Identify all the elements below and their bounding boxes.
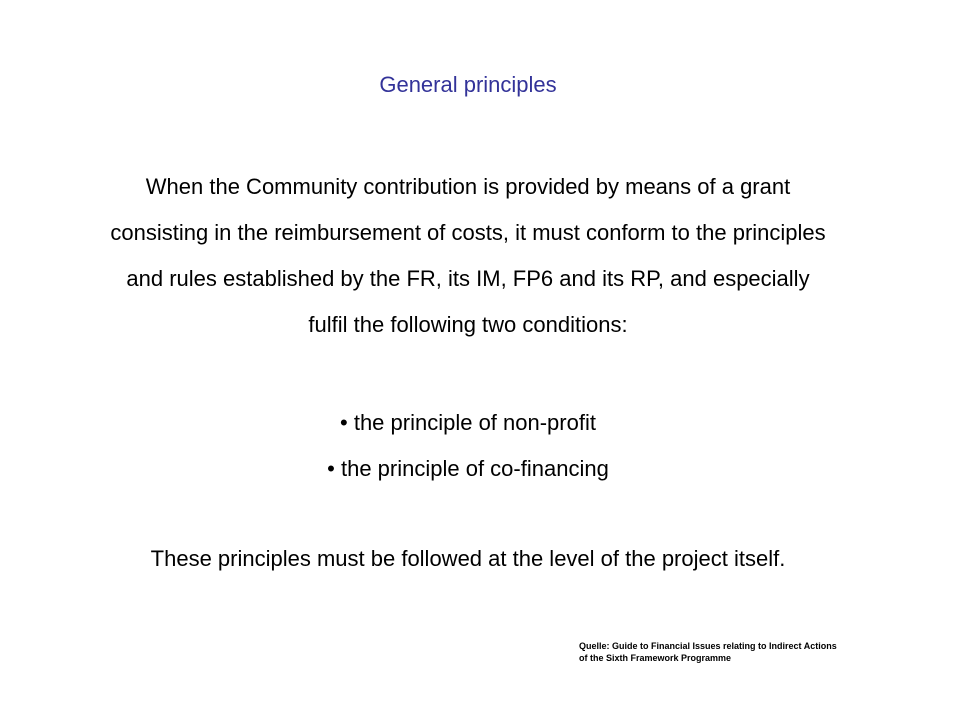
paragraph-line: When the Community contribution is provided by means of a grant (145, 174, 791, 199)
conclusion-text: These principles must be followed at the level of the project itself. (150, 546, 786, 571)
source-line: of the Sixth Framework Programme (579, 653, 732, 663)
paragraph-line: and rules established by the FR, its IM, FP6 and its RP, and especially (126, 266, 810, 291)
paragraph-line: consisting in the reimbursement of costs, it must conform to the principles (110, 220, 826, 245)
paragraph-line: fulfil the following two conditions: (308, 312, 628, 337)
slide-title: General principles (379, 72, 557, 97)
source-line: Quelle: Guide to Financial Issues relating to Indirect Actions (579, 641, 837, 651)
source-note (579, 640, 919, 664)
body-paragraph (20, 164, 916, 348)
bullet-item-co-financing: • the principle of co-financing (327, 456, 609, 481)
bullet-list (0, 400, 936, 492)
bullet-item-non-profit: • the principle of non-profit (340, 410, 596, 435)
